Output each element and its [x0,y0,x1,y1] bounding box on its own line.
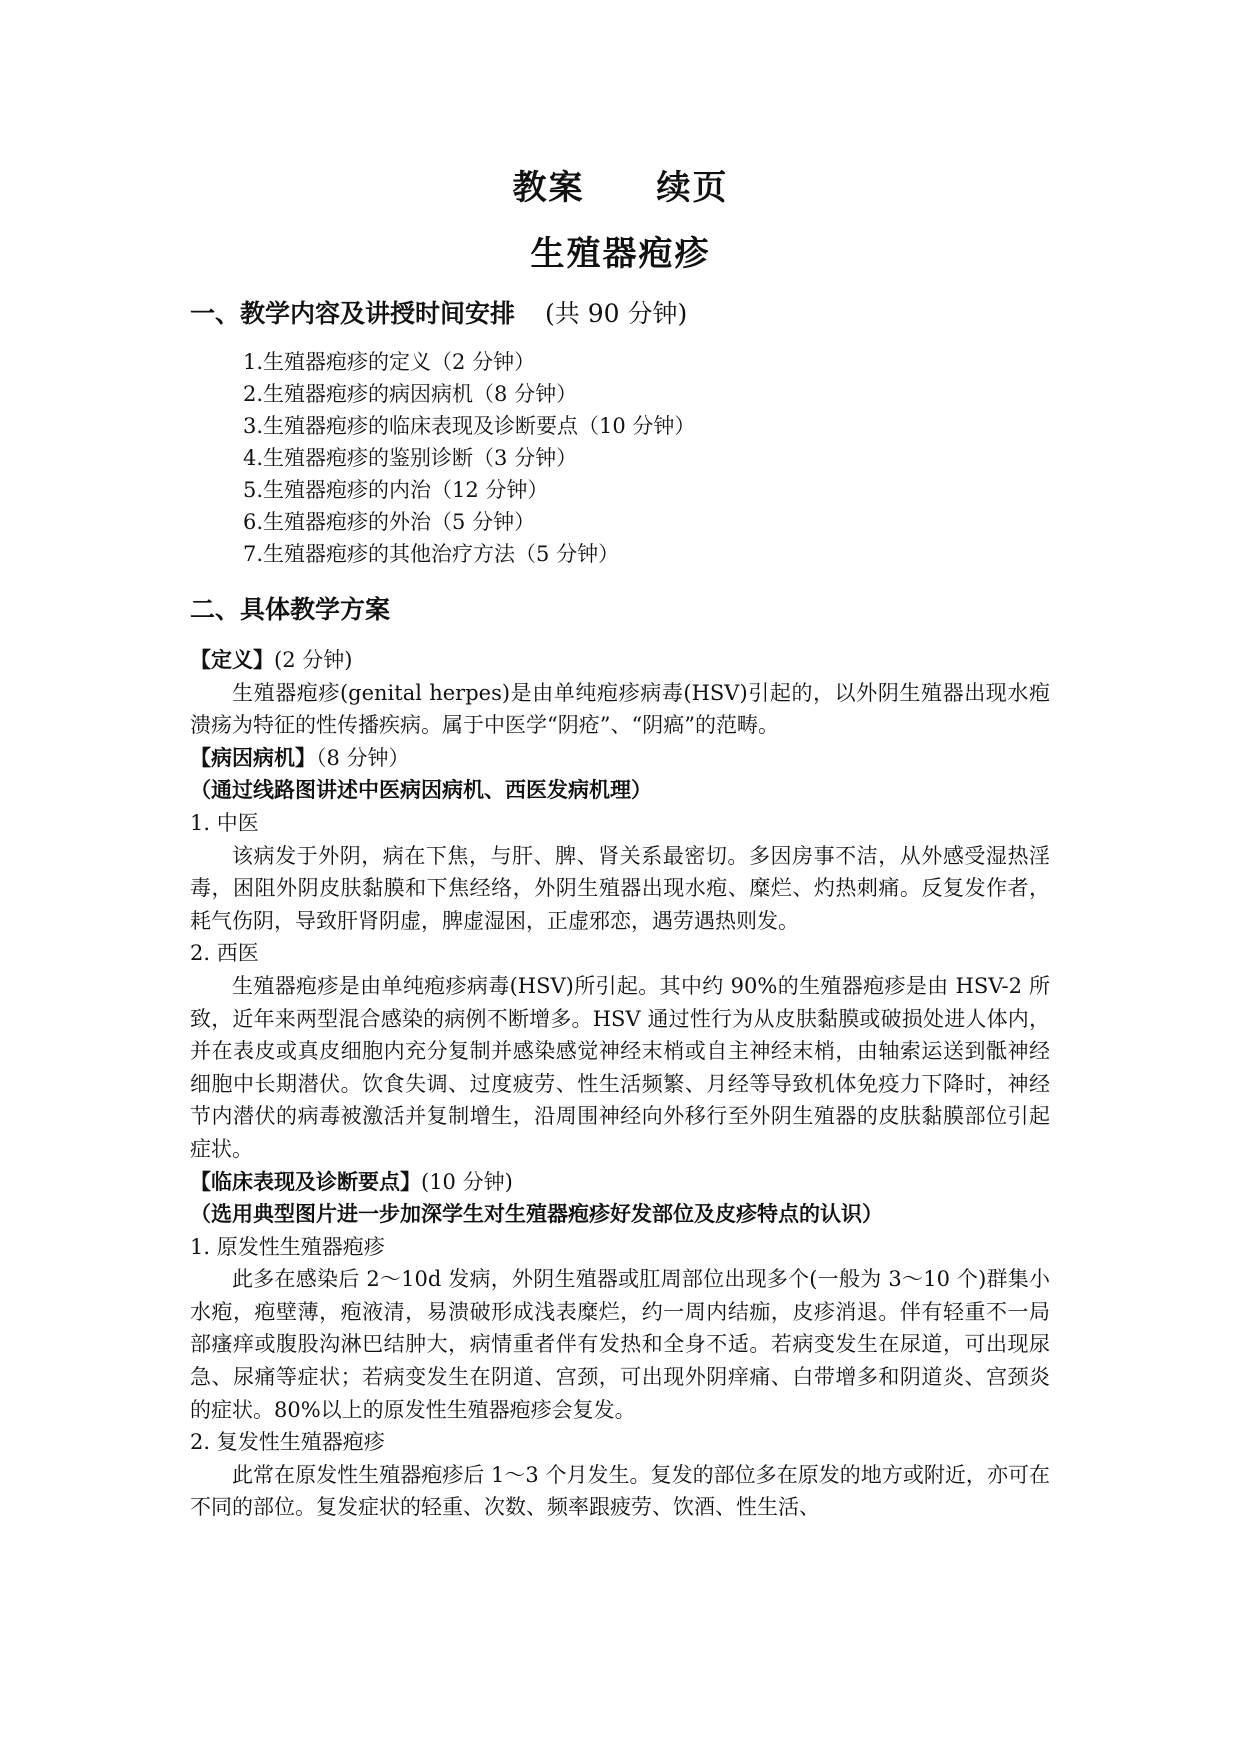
western-medicine-label: 2. 西医 [190,941,259,966]
document-subtitle: 生殖器疱疹 [530,234,711,274]
western-medicine-text: 生殖器疱疹是由单纯疱疹病毒(HSV)所引起。其中约 90%的生殖器疱疹是由 HSV-2 所致，近年来两型混合感染的病例不断增多。HSV 通过性行为从皮肤黏膜或破损处进人体内，并在表皮或真皮细胞内充分复制并感染感觉神经末梢或自主神经末梢，由轴索运送到骶神经细胞中长期潜伏。饮食失调、过度疲劳、性生活频繁、月经等导致机体免疫力下降时，神经节内潜伏的病毒被激活并复制增生，沿周围神经向外移行至外阴生殖器的皮肤黏膜部位引起症状。 [190,973,1050,1161]
schedule-item: 1.生殖器疱疹的定义（2 分钟） [243,350,536,374]
section1-heading-text: 一、教学内容及讲授时间安排 [190,299,516,328]
schedule-item: 3.生殖器疱疹的临床表现及诊断要点（10 分钟） [243,414,696,438]
tcm-label: 1. 中医 [190,810,259,835]
primary-herpes-label: 1. 原发性生殖器疱疹 [190,1234,385,1259]
schedule-item: 7.生殖器疱疹的其他治疗方法（5 分钟） [243,542,620,566]
teaching-plan-body [190,644,1050,1524]
clinical-label: 【临床表现及诊断要点】 [190,1169,421,1194]
definition-text: 生殖器疱疹(genital herpes)是由单纯疱疹病毒(HSV)引起的，以外阴生殖器出现水疱溃疡为特征的性传播疾病。属于中医学“阴疮”、“阴瘑”的范畴。 [190,680,1050,738]
page-title: 教案 续页 [512,168,729,208]
section1-heading [190,294,687,330]
recurrent-herpes-text: 此常在原发性生殖器疱疹后 1～3 个月发生。复发的部位多在原发的地方或附近，亦可在不同的部位。复发症状的轻重、次数、频率跟疲劳、饮酒、性生活、 [190,1462,1050,1520]
etiology-heading [190,742,1050,775]
tcm-text: 该病发于外阴，病在下焦，与肝、脾、肾关系最密切。多因房事不洁，从外感受湿热淫毒，困阻外阴皮肤黏膜和下焦经络，外阴生殖器出现水疱、糜烂、灼热刺痛。反复发作者，耗气伤阴，导致肝肾阴虚，脾虚湿困，正虚邪恋，遇劳遇热则发。 [190,843,1050,933]
schedule-item: 4.生殖器疱疹的鉴别诊断（3 分钟） [243,446,578,470]
schedule-item: 2.生殖器疱疹的病因病机（8 分钟） [243,382,578,406]
schedule-list [243,346,695,570]
definition-time: (2 分钟) [274,648,353,672]
primary-herpes-text: 此多在感染后 2～10d 发病，外阴生殖器或肛周部位出现多个(一般为 3～10 个)群集小水疱，疱壁薄，疱液清，易溃破形成浅表糜烂，约一周内结痂，皮疹消退。伴有轻重不一局部瘙痒或腹股沟淋巴结肿大，病情重者伴有发热和全身不适。若病变发生在尿道，可出现尿急、尿痛等症状；若病变发生在阴道、宫颈，可出现外阴痒痛、白带增多和阴道炎、宫颈炎的症状。80%以上的原发性生殖器疱疹会复发。 [190,1267,1050,1422]
etiology-method: （通过线路图讲述中医病因病机、西医发病机理） [190,778,652,803]
clinical-heading [190,1166,1050,1199]
definition-label: 【定义】 [190,648,274,672]
etiology-label: 【病因病机】 [190,745,316,770]
recurrent-herpes-label: 2. 复发性生殖器疱疹 [190,1430,385,1455]
definition-heading [190,644,1050,677]
section2-heading: 二、具体教学方案 [190,595,391,624]
etiology-time: （8 分钟） [316,745,410,770]
clinical-method: （选用典型图片进一步加深学生对生殖器疱疹好发部位及皮疹特点的认识） [190,1202,883,1227]
clinical-time: (10 分钟) [421,1169,513,1194]
section1-total-time: (共 90 分钟) [545,299,688,328]
schedule-item: 5.生殖器疱疹的内治（12 分钟） [243,478,549,502]
schedule-item: 6.生殖器疱疹的外治（5 分钟） [243,510,536,534]
